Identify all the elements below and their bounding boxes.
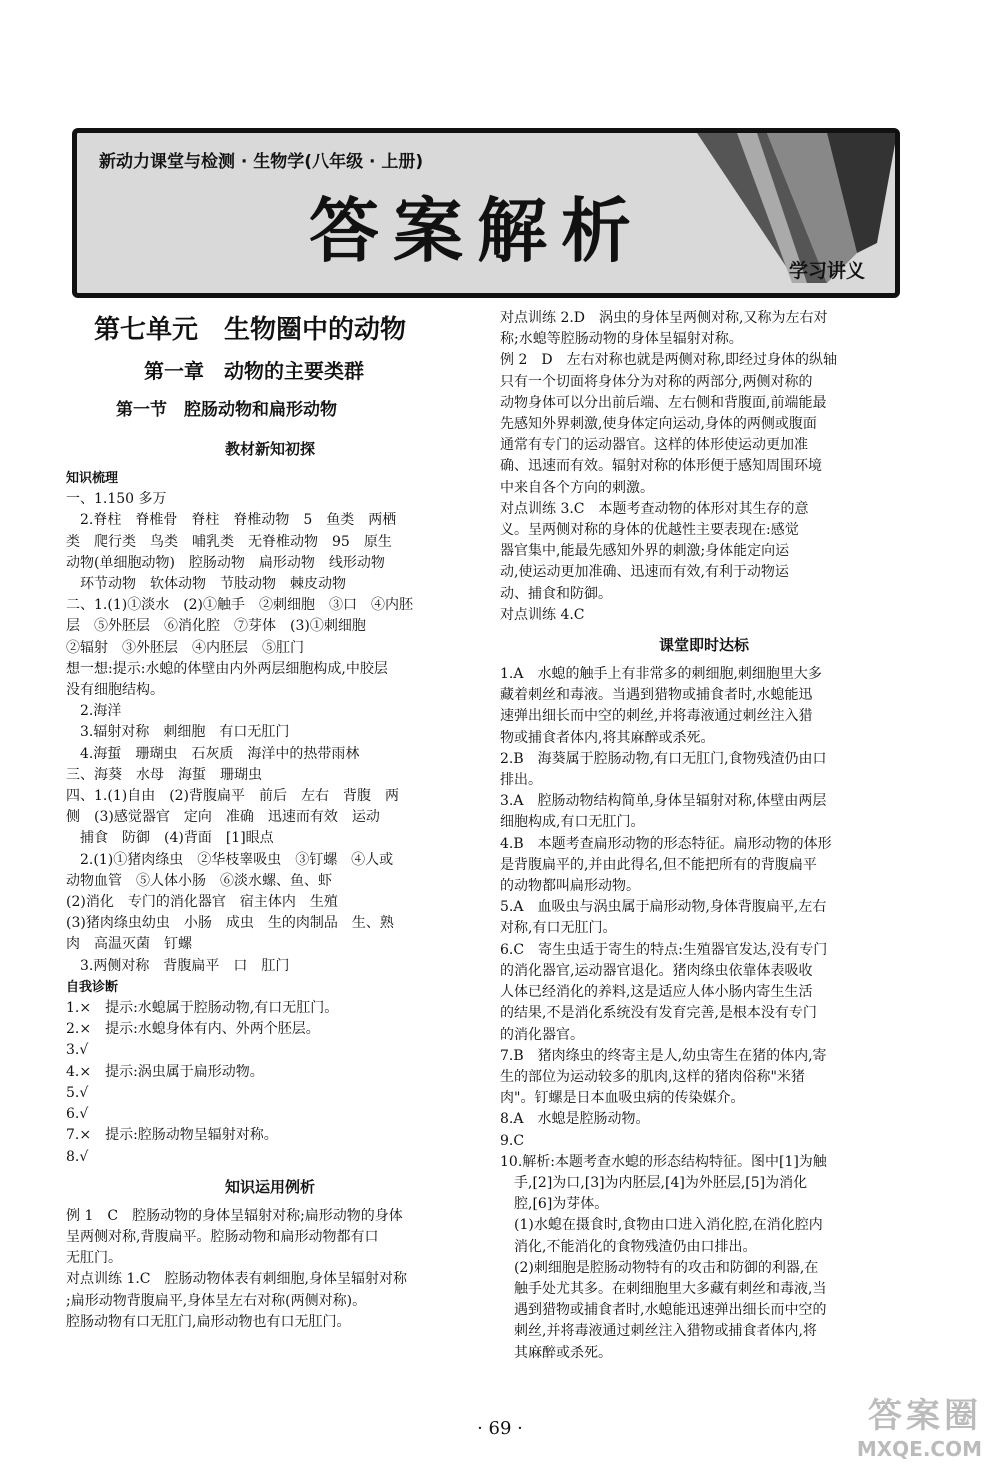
text-line: 动物血管 ⑤人体小肠 ⑥淡水螺、鱼、虾 (66, 872, 332, 889)
watermark-logo: 答案圈 (868, 1396, 982, 1436)
text-line: 生的部位为运动较多的肌肉,这样的猪肉俗称"米猪 (500, 1068, 805, 1085)
label-zizhen: 自我诊断 (66, 979, 119, 995)
text-line: 侧 (3)感觉器官 定向 准确 迅速而有效 运动 (66, 809, 380, 826)
text-line: 动物身体可以分出前后端、左右侧和背腹面,前端能最 (500, 394, 827, 411)
training-list (500, 308, 908, 626)
text-line: 3.A 腔肠动物结构简单,身体呈辐射对称,体壁由两层 (500, 793, 827, 810)
text-line: 触手处尤其多。在刺细胞里大多藏有刺丝和毒液,当 (500, 1280, 827, 1297)
text-line: (2)消化 专门的消化器官 宿主体内 生殖 (66, 894, 338, 911)
text-line: 器官集中,能最先感知外界的刺激;身体能定向运 (500, 543, 790, 560)
text-line: 其麻醉或杀死。 (500, 1344, 612, 1361)
text-line: 7.× 提示:腔肠动物呈辐射对称。 (66, 1127, 278, 1144)
text-line: (2)刺细胞是腔肠动物特有的攻击和防御的利器,在 (500, 1259, 819, 1276)
text-line: 4.B 本题考查扁形动物的形态特征。扁形动物的体形 (500, 835, 832, 852)
unit-title: 第七单元 生物圈中的动物 (94, 315, 407, 345)
text-line: 对点训练 2.D 涡虫的身体呈两侧对称,又称为左右对 (500, 310, 828, 326)
text-line: 环节动物 软体动物 节肢动物 棘皮动物 (66, 576, 346, 593)
text-line: 人体已经消化的养料,这是适应人体小肠内寄生生活 (500, 984, 813, 1001)
text-line: 称;水螅等腔肠动物的身体呈辐射对称。 (500, 331, 743, 348)
banner-tag: 学习讲义 (788, 260, 865, 282)
text-line: 5.A 血吸虫与涡虫属于扁形动物,身体背腹扁平,左右 (500, 899, 827, 916)
text-line: 5.√ (66, 1084, 89, 1101)
text-line: 二、1.(1)①淡水 (2)①触手 ②刺细胞 ③口 ④内胚 (66, 597, 414, 614)
text-line: 3.√ (66, 1042, 89, 1059)
text-line: 肉"。钉螺是日本血吸虫病的传染媒介。 (500, 1090, 745, 1107)
text-line: 例 1 C 腔肠动物的身体呈辐射对称;扁形动物的身体 (66, 1207, 403, 1224)
text-line: 没有细胞结构。 (66, 682, 164, 699)
knowledge-list (66, 489, 474, 977)
classroom-list (500, 664, 908, 1364)
chapter-title: 第一章 动物的主要类群 (144, 359, 364, 383)
text-line: 腔肠动物有口无肛门,扁形动物也有口无肛门。 (66, 1313, 351, 1330)
header-banner (72, 128, 900, 298)
text-line: 8.A 水螅是腔肠动物。 (500, 1111, 650, 1128)
text-line: 细胞构成,有口无肛门。 (500, 814, 645, 831)
text-line: 对点训练 1.C 腔肠动物体表有刺细胞,身体呈辐射对称 (66, 1271, 407, 1288)
text-line: 4.海蜇 珊瑚虫 石灰质 海洋中的热带雨林 (66, 745, 360, 762)
text-line: (1)水螅在摄食时,食物由口进入消化腔,在消化腔内 (500, 1217, 823, 1234)
text-line: 刺丝,并将毒液通过刺丝注入猎物或捕食者体内,将 (500, 1323, 817, 1340)
text-line: 义。呈两侧对称的身体的优越性主要表现在:感觉 (500, 522, 799, 539)
text-line: 对点训练 3.C 本题考查动物的体形对其生存的意 (500, 500, 809, 517)
text-line: ②辐射 ③外胚层 ④内胚层 ⑤肛门 (66, 639, 304, 656)
text-line: 遇到猎物或捕食者时,水螅能迅速弹出细长而中空的 (500, 1302, 827, 1319)
text-line: 2.B 海葵属于腔肠动物,有口无肛门,食物残渣仍由口 (500, 750, 827, 767)
text-line: 藏着刺丝和毒液。当遇到猎物或捕食者时,水螅能迅 (500, 687, 813, 704)
text-line: 三、海葵 水母 海蜇 珊瑚虫 (66, 766, 262, 783)
text-line: 1.× 提示:水螅属于腔肠动物,有口无肛门。 (66, 1000, 339, 1017)
text-line: 6.C 寄生虫适于寄生的特点:生殖器官发达,没有专门 (500, 941, 828, 958)
section-title: 第一节 腔肠动物和扁形动物 (116, 400, 337, 420)
watermark (857, 1388, 982, 1461)
text-line: 先感知外界刺激,使身体定向运动,身体的两侧或腹面 (500, 416, 817, 433)
text-line: 想一想:提示:水螅的体壁由内外两层细胞构成,中胶层 (66, 660, 388, 677)
text-line: 2.脊柱 脊椎骨 脊柱 脊椎动物 5 鱼类 两栖 (66, 512, 397, 529)
text-line: 通常有专门的运动器官。这样的体形使运动更加准 (500, 437, 808, 454)
text-line: 动,使运动更加准确、迅速而有效,有利于动物运 (500, 564, 789, 581)
text-line: 9.C (500, 1132, 525, 1149)
text-line: 无肛门。 (66, 1250, 122, 1267)
text-line: 只有一个切面将身体分为对称的两部分,两侧对称的 (500, 373, 813, 390)
text-line: 类 爬行类 鸟类 哺乳类 无脊椎动物 95 原生 (66, 533, 392, 550)
banner-title: 答案解析 (309, 190, 645, 272)
text-line: 的消化器官,运动器官退化。猪肉绦虫依靠体表吸收 (500, 962, 813, 979)
self-check-list (66, 998, 474, 1168)
text-line: 2.(1)①猪肉绦虫 ②华枝睾吸虫 ③钉螺 ④人或 (66, 851, 394, 868)
watermark-url: MXQE.COM (856, 1437, 982, 1461)
text-line: 2.× 提示:水螅身体有内、外两个胚层。 (66, 1021, 320, 1038)
page-number: · 69 · (477, 1418, 523, 1439)
text-line: 4.× 提示:涡虫属于扁形动物。 (66, 1063, 264, 1080)
text-line: 中来自各个方向的刺激。 (500, 479, 654, 496)
left-column (66, 308, 474, 1333)
part-title: 知识运用例析 (224, 1177, 315, 1196)
text-line: 手,[2]为口,[3]为内胚层,[4]为外胚层,[5]为消化 (500, 1174, 808, 1191)
text-line: 例 2 D 左右对称也就是两侧对称,即经过身体的纵轴 (500, 352, 838, 369)
text-line: 动物(单细胞动物) 腔肠动物 扁形动物 线形动物 (66, 554, 385, 571)
example-list (66, 1206, 474, 1333)
text-line: 10.解析:本题考查水螅的形态结构特征。图中[1]为触 (500, 1153, 827, 1170)
text-line: 速弹出细长而中空的刺丝,并将毒液通过刺丝注入猎 (500, 708, 813, 725)
part-title: 课堂即时达标 (658, 636, 749, 655)
text-line: 的消化器官。 (500, 1026, 584, 1043)
text-line: 6.√ (66, 1106, 89, 1123)
text-line: 动、捕食和防御。 (500, 585, 612, 602)
text-line: 3.两侧对称 背腹扁平 口 肛门 (66, 957, 290, 974)
text-line: (3)猪肉绦虫幼虫 小肠 成虫 生的肉制品 生、熟 (66, 915, 394, 932)
text-line: 四、1.(1)自由 (2)背腹扁平 前后 左右 背腹 两 (66, 788, 400, 805)
text-line: 确、迅速而有效。辐射对称的体形便于感知周围环境 (500, 458, 822, 475)
right-column (500, 308, 908, 1364)
text-line: 对点训练 4.C (500, 606, 585, 623)
text-line: 的结果,不是消化系统没有发育完善,是根本没有专门 (500, 1005, 817, 1022)
banner-subtitle: 新动力课堂与检测 · 生物学(八年级 · 上册) (99, 152, 424, 172)
text-line: 物或捕食者体内,将其麻醉或杀死。 (500, 729, 715, 746)
text-line: 层 ⑤外胚层 ⑥消化腔 ⑦芽体 (3)①刺细胞 (66, 618, 366, 635)
text-line: 肉 高温灭菌 钉螺 (66, 936, 192, 953)
text-line: 对称,有口无肛门。 (500, 920, 617, 937)
text-line: 8.√ (66, 1148, 89, 1165)
text-line: ;扁形动物背腹扁平,身体呈左右对称(两侧对称)。 (66, 1292, 367, 1309)
text-line: 1.A 水螅的触手上有非常多的刺细胞,刺细胞里大多 (500, 666, 822, 683)
part-title: 教材新知初探 (224, 440, 315, 458)
text-line: 是背腹扁平的,并由此得名,但不能把所有的背腹扁平 (500, 856, 817, 873)
text-line: 捕食 防御 (4)背面 [1]眼点 (66, 830, 274, 847)
text-line: 3.辐射对称 刺细胞 有口无肛门 (66, 724, 290, 741)
text-line: 腔,[6]为芽体。 (500, 1196, 609, 1213)
text-line: 消化,不能消化的食物残渣仍由口排出。 (500, 1238, 757, 1255)
text-line: 7.B 猪肉绦虫的终寄主是人,幼虫寄生在猪的体内,寄 (500, 1047, 827, 1064)
text-line: 呈两侧对称,背腹扁平。腔肠动物和扁形动物都有口 (66, 1228, 379, 1245)
text-line: 一、1.150 多万 (66, 491, 167, 508)
text-line: 的动物都叫扁形动物。 (500, 878, 640, 895)
text-line: 2.海洋 (66, 703, 122, 720)
text-line: 排出。 (500, 772, 542, 789)
label-zhishi: 知识梳理 (66, 471, 119, 486)
